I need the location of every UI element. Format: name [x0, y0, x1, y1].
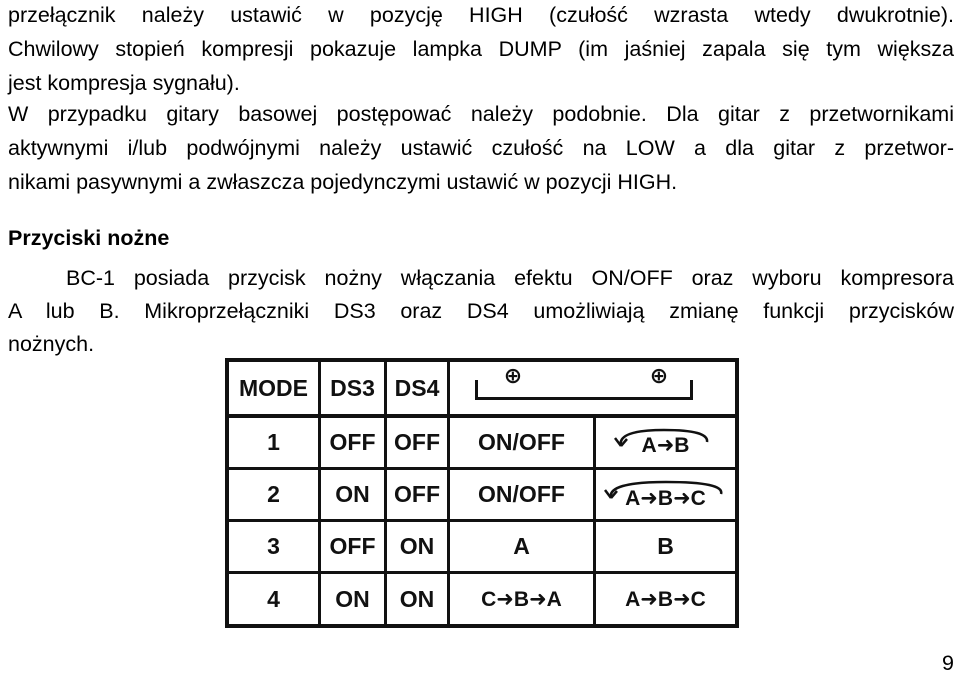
header-ds4: DS4 — [394, 374, 440, 401]
row-right-function: A➜B➜C — [625, 587, 706, 611]
row-ds4: OFF — [394, 429, 440, 455]
text-line: W przypadku gitary basowej postępować należy podobnie. Dla gitar z przetwornikami — [8, 102, 954, 126]
row-ds4: ON — [399, 585, 435, 612]
text-line: aktywnymi i/lub podwójnymi należy ustawić czułość na LOW a dla gitar z przetwor- — [8, 136, 954, 160]
row-ds4: ON — [399, 533, 435, 559]
row-left-function: ON/OFF — [478, 481, 565, 507]
text-line: jest kompresja sygnału). — [8, 71, 240, 95]
footswitch-left-icon: ⊕ — [503, 363, 523, 388]
section-heading: Przyciski nożne — [8, 226, 170, 250]
text-line: Chwilowy stopień kompresji pokazuje lampka DUMP (im jaśniej zapala się tym większa — [8, 37, 954, 61]
text-line: BC-1 posiada przycisk nożny włączania efektu ON/OFF oraz wyboru kompresora — [66, 266, 954, 290]
text-line: nikami pasywnymi a zwłaszcza pojedynczymi ustawić w pozycji HIGH. — [8, 170, 678, 194]
row-mode: 2 — [267, 481, 280, 507]
header-ds3: DS3 — [330, 374, 375, 401]
text-line: nożnych. — [8, 332, 95, 356]
page-number: 9 — [942, 651, 954, 675]
row-mode: 3 — [267, 533, 280, 559]
text-line: przełącznik należy ustawić w pozycję HIGH (czułość wzrasta wtedy dwukrotnie). — [8, 3, 954, 27]
row-left-function: ON/OFF — [478, 429, 565, 455]
row-ds3: OFF — [329, 533, 376, 559]
footswitch-mode-table — [225, 358, 739, 628]
row-ds4: OFF — [394, 481, 440, 507]
row-right-function: B — [657, 533, 674, 559]
row-ds3: OFF — [329, 429, 376, 455]
row-ds3: ON — [335, 481, 370, 507]
footswitch-right-icon: ⊕ — [649, 363, 669, 388]
row-mode: 1 — [267, 429, 280, 455]
text-line: A lub B. Mikroprzełączniki DS3 oraz DS4 umożliwiają zmianę funkcji przycisków — [8, 299, 954, 323]
row-ds3: ON — [335, 585, 370, 612]
row-right-function: A➜B — [641, 434, 690, 457]
row-mode: 4 — [267, 585, 280, 612]
row-right-function: A➜B➜C — [625, 487, 706, 510]
header-mode: MODE — [239, 374, 308, 401]
cycle-arrow-icon — [609, 426, 719, 448]
row-left-function: A — [513, 533, 530, 559]
cycle-arrow-icon — [601, 478, 731, 500]
row-left-function: C➜B➜A — [481, 587, 562, 611]
